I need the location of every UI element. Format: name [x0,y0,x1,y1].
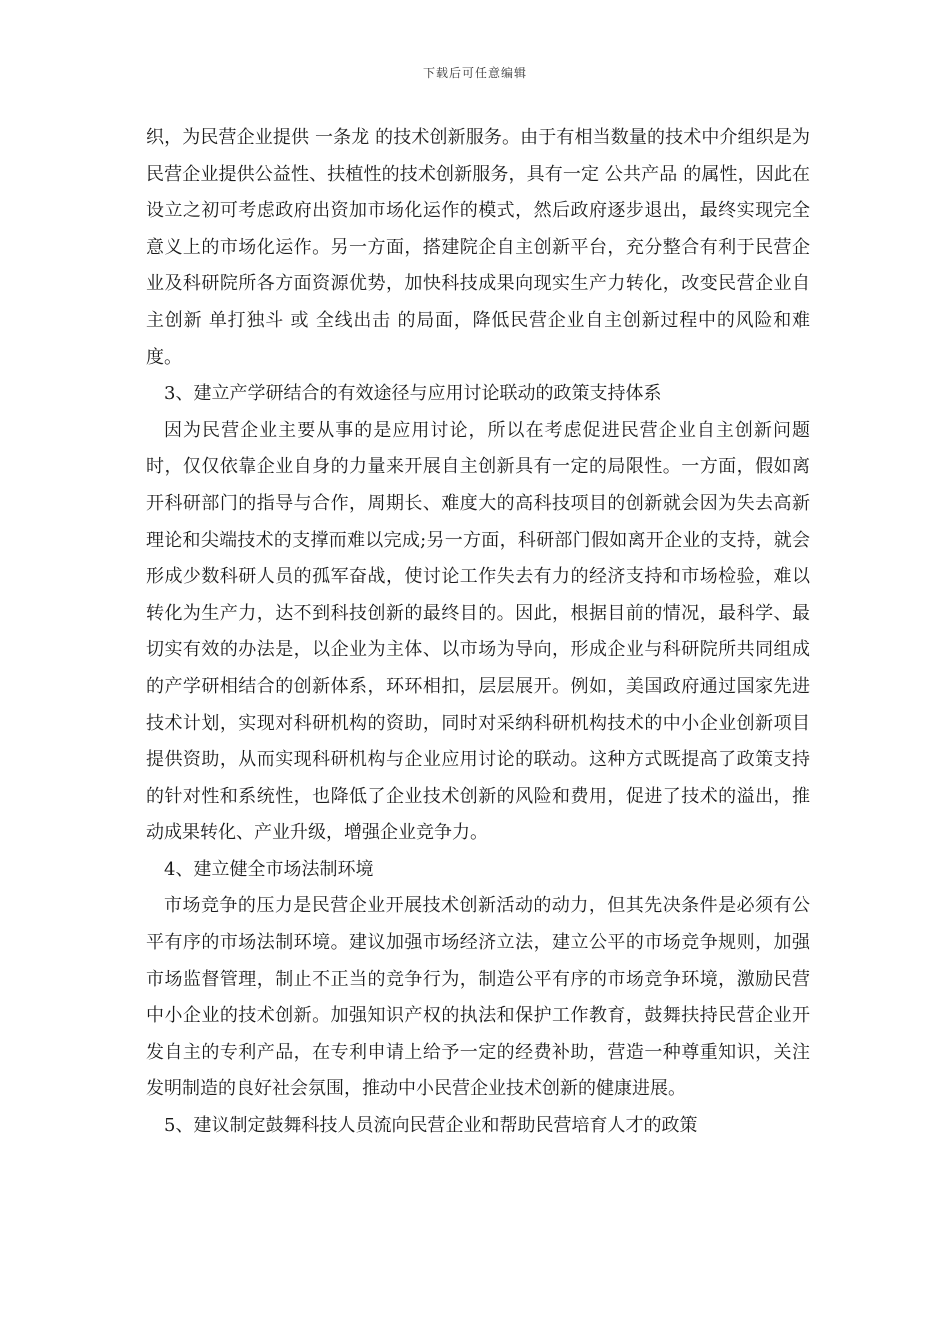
document-body [146,120,810,1145]
paragraph-section-3: 因为民营企业主要从事的是应用讨论，所以在考虑促进民营企业自主创新问题时，仅仅依靠企业自身的力量来开展自主创新具有一定的局限性。一方面，假如离开科研部门的指导与合作，周期长、难度大的高科技项目的创新就会因为失去高新理论和尖端技术的支撑而难以完成;另一方面，科研部门假如离开企业的支持，就会形成少数科研人员的孤军奋战，使讨论工作失去有力的经济支持和市场检验，难以转化为生产力，达不到科技创新的最终目的。因此，根据目前的情况，最科学、最切实有效的办法是，以企业为主体、以市场为导向，形成企业与科研院所共同组成的产学研相结合的创新体系，环环相扣，层层展开。例如，美国政府通过国家先进技术计划，实现对科研机构的资助，同时对采纳科研机构技术的中小企业创新项目提供资助，从而实现科研机构与企业应用讨论的联动。这种方式既提高了政策支持的针对性和系统性，也降低了企业技术创新的风险和费用，促进了技术的溢出，推动成果转化、产业升级，增强企业竞争力。 [146,419,810,844]
paragraph-section-4: 市场竞争的压力是民营企业开展技术创新活动的动力，但其先决条件是必须有公平有序的市场法制环境。建议加强市场经济立法，建立公平的市场竞争规则，加强市场监督管理，制止不正当的竞争行为，制造公平有序的市场竞争环境，激励民营中小企业的技术创新。加强知识产权的执法和保护工作教育，鼓舞扶持民营企业开发自主的专利产品，在专利申请上给予一定的经费补助，营造一种尊重知识，关注发明制造的良好社会氛围，推动中小民营企业技术创新的健康进展。 [146,895,810,1100]
paragraph-continued: 织，为民营企业提供 一条龙 的技术创新服务。由于有相当数量的技术中介组织是为民营企业提供公益性、扶植性的技术创新服务，具有一定 公共产品 的属性，因此在设立之初可考虑政府出资加市场化运作的模式，然后政府逐步退出，最终实现完全意义上的市场化运作。另一方面，搭建院企自主创新平台，充分整合有利于民营企业及科研院所各方面资源优势，加快科技成果向现实生产力转化，改变民营企业自主创新 单打独斗 或 全线出击 的局面，降低民营企业自主创新过程中的风险和难度。 [146,127,810,368]
section-heading-4: 4、建立健全市场法制环境 [164,858,374,880]
page-header: 下载后可任意编辑 [422,66,527,80]
section-heading-5: 5、建议制定鼓舞科技人员流向民营企业和帮助民营培育人才的政策 [164,1115,698,1137]
section-heading-3: 3、建立产学研结合的有效途径与应用讨论联动的政策支持体系 [164,383,662,405]
